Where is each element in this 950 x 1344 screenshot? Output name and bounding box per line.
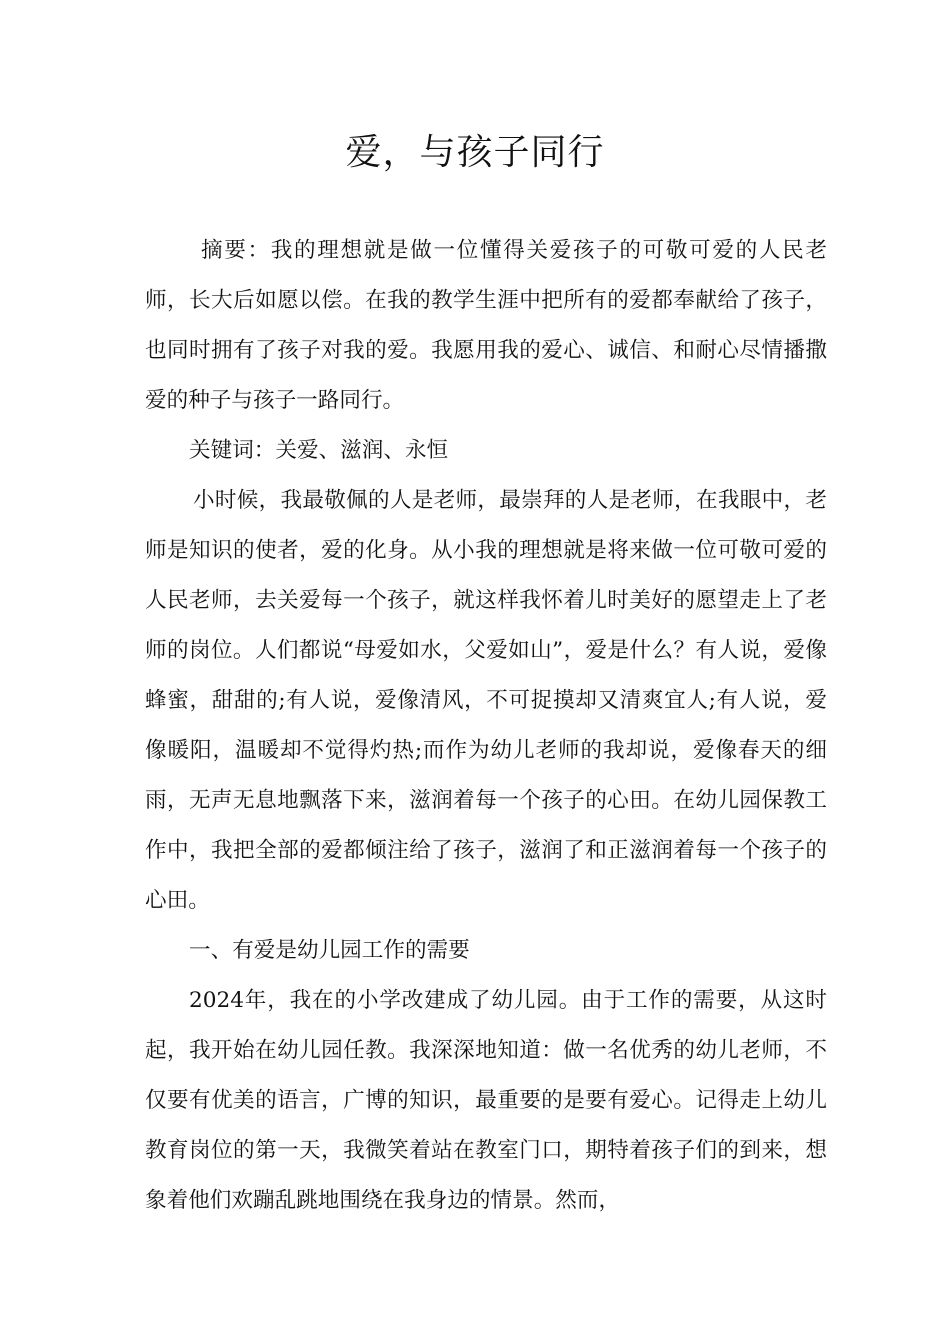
- body-paragraph-1: 小时候，我最敬佩的人是老师，最崇拜的人是老师，在我眼中，老师是知识的使者，爱的化身。从小我的理想就是将来做一位可敬可爱的人民老师，去关爱每一个孩子，就这样我怀着儿时美好的愿望走上了老师的岗位。人们都说“母爱如水，父爱如山”，爱是什么？有人说，爱像蜂蜜，甜甜的;有人说，爱像清风，不可捉摸却又清爽宜人;有人说，爱像暖阳，温暖却不觉得灼热;而作为幼儿老师的我却说，爱像春天的细雨，无声无息地飘落下来，滋润着每一个孩子的心田。在幼儿园保教工作中，我把全部的爱都倾注给了孩子，滋润了和正滋润着每一个孩子的心田。: [145, 488, 827, 913]
- keywords-line: 关键词：关爱、滋润、永恒: [189, 438, 449, 463]
- document-title: 爱，与孩子同行: [345, 132, 605, 173]
- body-paragraph-2: 2024年，我在的小学改建成了幼儿园。由于工作的需要，从这时起，我开始在幼儿园任教。我深深地知道：做一名优秀的幼儿老师，不仅要有优美的语言，广博的知识，最重要的是要有爱心。记得走上幼儿教育岗位的第一天，我微笑着站在教室门口，期特着孩子们的到来，想象着他们欢蹦乱跳地围绕在我身边的情景。然而，: [145, 988, 827, 1213]
- section-heading-1: 一、有爱是幼儿园工作的需要: [189, 938, 470, 963]
- document-body: [145, 226, 827, 1226]
- abstract-paragraph: 摘要：我的理想就是做一位懂得关爱孩子的可敬可爱的人民老师，长大后如愿以偿。在我的教学生涯中把所有的爱都奉献给了孩子，也同时拥有了孩子对我的爱。我愿用我的爱心、诚信、和耐心尽情播撒爱的种子与孩子一路同行。: [145, 238, 827, 413]
